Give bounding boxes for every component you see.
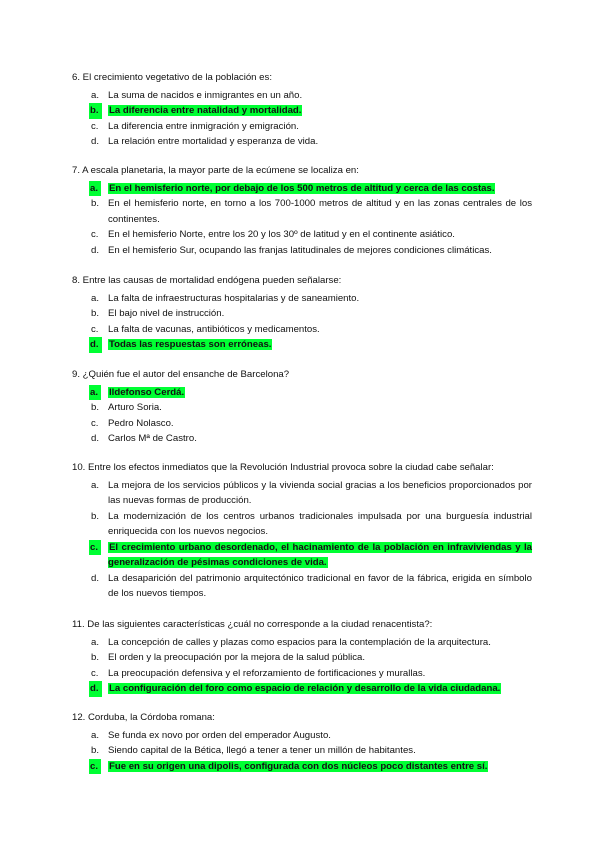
option-letter: b.: [91, 308, 100, 319]
option-letter: b.: [91, 510, 100, 522]
option-letter: a.: [91, 292, 100, 304]
option-b: [72, 306, 532, 322]
option-text: Arturo Soria.: [108, 402, 162, 413]
option-d: [72, 431, 532, 447]
option-text: La modernización de los centros urbanos tradicionales impulsada por una burguesía industrial enriquecida con los nuevos negocios.: [108, 510, 532, 537]
option-letter: c.: [91, 667, 99, 679]
option-c: [72, 227, 532, 243]
question-7: [72, 165, 532, 258]
option-text: En el hemisferio norte, en torno a los 700-1000 metros de altitud y en las zonas centrales de los continentes.: [108, 198, 532, 225]
question-title: 9. ¿Quién fue el autor del ensanche de Barcelona?: [72, 369, 290, 380]
option-d-correct: [72, 337, 532, 353]
highlighted-answer: La diferencia entre natalidad y mortalidad.: [109, 105, 302, 116]
option-text: En el hemisferio Sur, ocupando las franjas latitudinales de mejores condiciones climáticas.: [108, 244, 492, 256]
option-a: [72, 291, 532, 307]
option-a-correct: [72, 181, 532, 197]
option-text: La mejora de los servicios públicos y la vivienda social gracias a los beneficios proporcionados por las nuevas formas de producción.: [108, 479, 532, 506]
option-letter: d.: [91, 244, 100, 256]
option-a: [72, 478, 532, 509]
option-b-correct: [72, 103, 532, 119]
option-letter: b.: [91, 198, 100, 209]
option-letter: c.: [89, 540, 101, 556]
option-a-correct: [72, 385, 532, 401]
option-b: [72, 400, 532, 416]
option-letter: b.: [91, 652, 100, 663]
option-letter: a.: [91, 89, 100, 101]
question-11: [72, 619, 532, 697]
option-letter: b.: [89, 103, 102, 119]
question-title: 8. Entre las causas de mortalidad endógena pueden señalarse:: [72, 275, 342, 286]
option-d-correct: [72, 681, 532, 697]
option-d: [72, 571, 532, 602]
highlighted-answer: En el hemisferio norte, por debajo de los 500 metros de altitud y cerca de las costas.: [109, 182, 495, 194]
question-10: [72, 462, 532, 602]
option-letter: c.: [91, 120, 99, 132]
option-text: La concepción de calles y plazas como espacios para la contemplación de la arquitectura.: [108, 636, 491, 648]
option-b: [72, 743, 532, 759]
highlighted-answer: Todas las respuestas son erróneas.: [109, 339, 272, 350]
option-b: [72, 650, 532, 666]
option-d: [72, 134, 532, 150]
option-letter: a.: [91, 729, 100, 741]
question-title: 11. De las siguientes características ¿cuál no corresponde a la ciudad renacentista?:: [72, 619, 433, 630]
option-letter: a.: [89, 181, 101, 197]
question-title: 12. Corduba, la Córdoba romana:: [72, 712, 215, 723]
highlighted-answer: Ildefonso Cerdá.: [109, 386, 185, 398]
option-text: Pedro Nolasco.: [108, 417, 174, 429]
option-letter: d.: [91, 572, 100, 584]
option-c: [72, 322, 532, 338]
question-12: [72, 712, 532, 774]
question-6: [72, 72, 532, 150]
option-text: Carlos Mª de Castro.: [108, 433, 197, 444]
option-text: El bajo nivel de instrucción.: [108, 308, 225, 319]
option-text: La desaparición del patrimonio arquitectónico tradicional en favor de la fábrica, erigida en símbolo de los nuevos tiempos.: [108, 572, 532, 599]
option-a: [72, 88, 532, 104]
option-letter: a.: [91, 479, 100, 491]
option-text: Siendo capital de la Bética, llegó a tener a tener un millón de habitantes.: [108, 745, 416, 756]
option-letter: d.: [91, 433, 100, 444]
option-letter: c.: [91, 229, 99, 240]
question-9: [72, 369, 532, 447]
question-title: 10. Entre los efectos inmediatos que la Revolución Industrial provoca sobre la ciudad cabe señalar:: [72, 462, 494, 473]
option-letter: b.: [91, 402, 100, 413]
highlighted-answer: La configuración del foro como espacio de relación y desarrollo de la vida ciudadana.: [109, 683, 501, 694]
option-text: La falta de vacunas, antibióticos y medicamentos.: [108, 323, 320, 335]
option-letter: d.: [89, 681, 102, 697]
option-text: La diferencia entre inmigración y emigración.: [108, 120, 299, 132]
option-letter: c.: [91, 417, 99, 429]
option-b: [72, 196, 532, 227]
option-c: [72, 416, 532, 432]
option-letter: c.: [91, 323, 99, 335]
option-letter: a.: [91, 636, 100, 648]
option-text: La suma de nacidos e inmigrantes en un año.: [108, 89, 303, 101]
option-a: [72, 635, 532, 651]
question-8: [72, 275, 532, 353]
option-letter: a.: [89, 385, 101, 401]
option-b: [72, 509, 532, 540]
question-title: 7. A escala planetaria, la mayor parte de la ecúmene se localiza en:: [72, 165, 359, 176]
option-a: [72, 728, 532, 744]
option-letter: d.: [89, 337, 102, 353]
option-text: Se funda ex novo por orden del emperador Augusto.: [108, 729, 331, 741]
option-text: La preocupación defensiva y el reforzamiento de fortificaciones y murallas.: [108, 667, 426, 679]
option-letter: c.: [89, 759, 101, 775]
option-text: La relación entre mortalidad y esperanza de vida.: [108, 136, 319, 147]
option-c-correct: [72, 540, 532, 571]
option-letter: d.: [91, 136, 100, 147]
option-c-correct: [72, 759, 532, 775]
highlighted-answer: El crecimiento urbano desordenado, el hacinamiento de la población en infraviviendas y la generalización de pésimas condiciones de vida.: [108, 541, 532, 568]
option-text: La falta de infraestructuras hospitalarias y de saneamiento.: [108, 292, 360, 304]
question-title: 6. El crecimiento vegetativo de la población es:: [72, 72, 272, 83]
option-d: [72, 243, 532, 259]
option-text: El orden y la preocupación por la mejora de la salud pública.: [108, 652, 366, 663]
option-letter: b.: [91, 745, 100, 756]
option-c: [72, 666, 532, 682]
option-text: En el hemisferio Norte, entre los 20 y los 30º de latitud y en el continente asiático.: [108, 229, 455, 240]
option-c: [72, 119, 532, 135]
highlighted-answer: Fue en su origen una dipolis, configurada con dos núcleos poco distantes entre sí.: [109, 760, 488, 772]
